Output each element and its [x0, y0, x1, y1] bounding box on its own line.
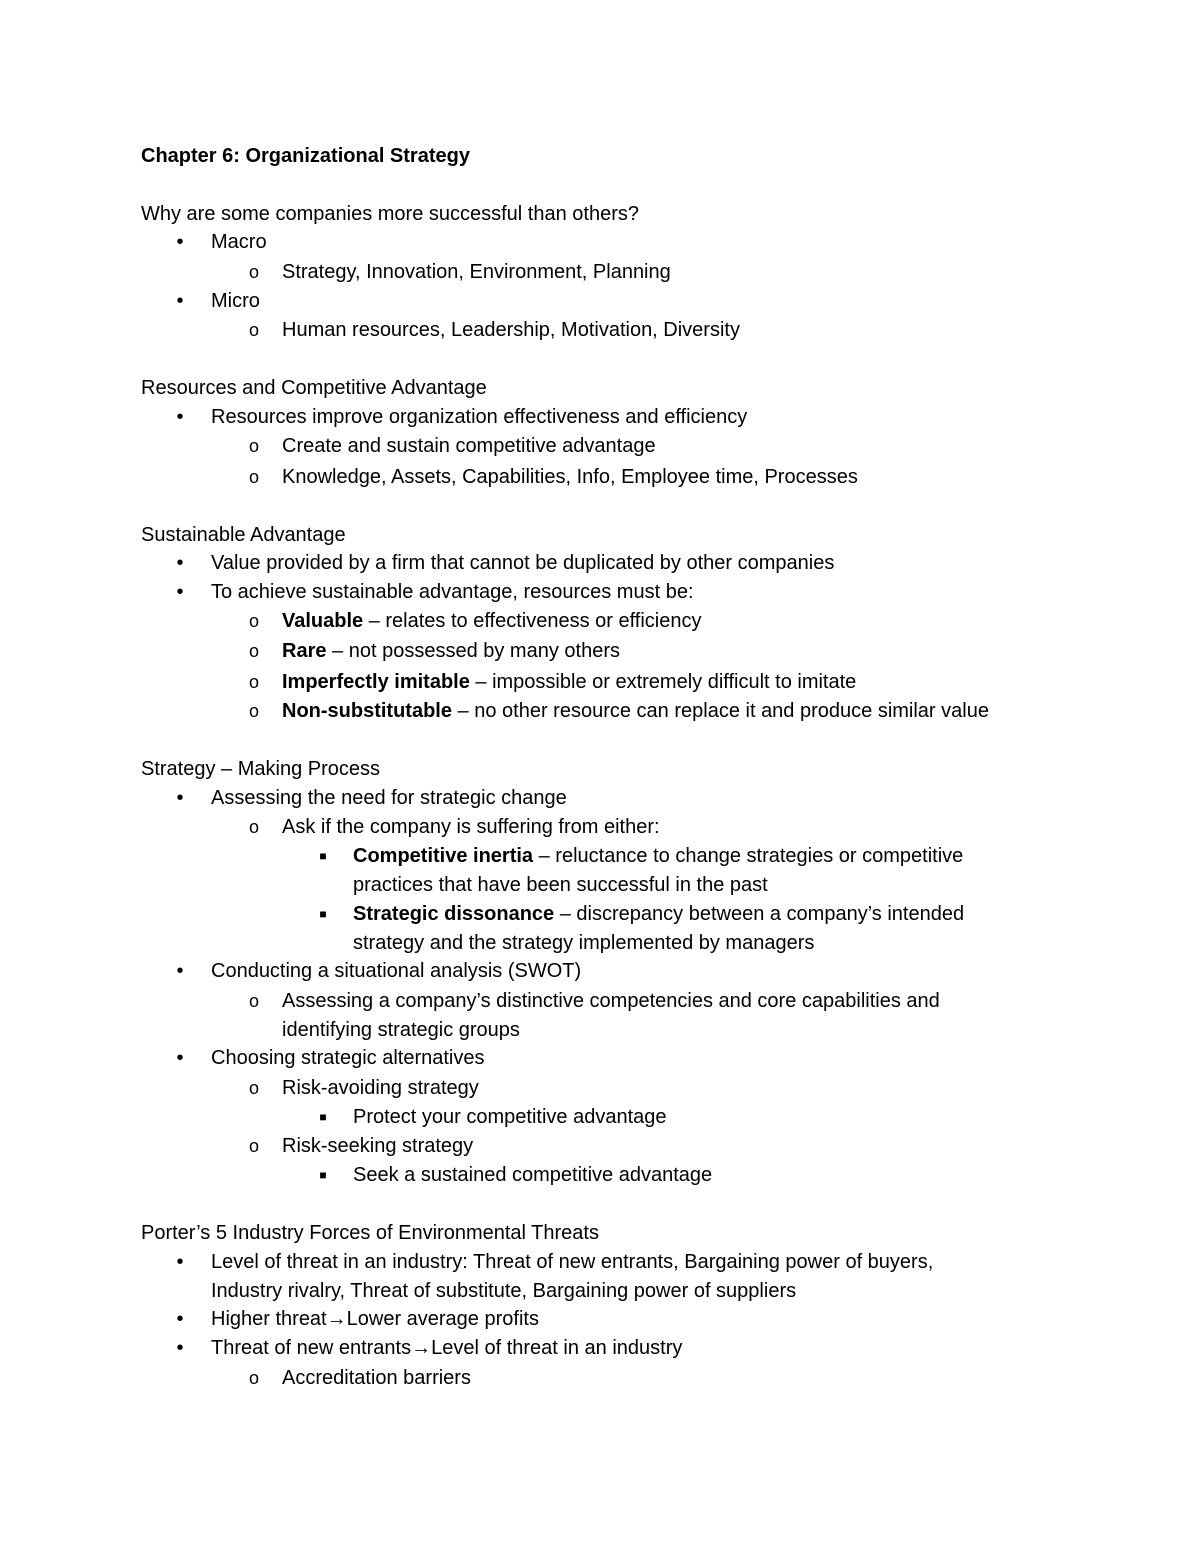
bullet-circle-icon: o: [248, 1078, 259, 1098]
definition: – relates to effectiveness or efficiency: [363, 610, 702, 632]
list-item: Strategy, Innovation, Environment, Planning: [282, 261, 671, 283]
section-heading: Strategy – Making Process: [141, 758, 380, 780]
bullet-circle-icon: o: [248, 436, 259, 456]
list-item: Micro: [211, 290, 260, 312]
list-item: Choosing strategic alternatives: [211, 1047, 485, 1069]
cause-text: Higher threat: [211, 1308, 327, 1330]
list-item: [211, 1305, 539, 1333]
bullet-dot-icon: •: [176, 1251, 184, 1273]
term: Competitive inertia: [353, 845, 534, 867]
list-item-continuation: identifying strategic groups: [282, 1019, 520, 1041]
list-item-continuation: practices that have been successful in the past: [353, 874, 768, 896]
bullet-dot-icon: •: [176, 1337, 184, 1359]
list-item: Knowledge, Assets, Capabilities, Info, Employee time, Processes: [282, 466, 858, 488]
bullet-dot-icon: •: [176, 552, 184, 574]
list-item: Accreditation barriers: [282, 1367, 471, 1389]
bullet-circle-icon: o: [248, 641, 259, 661]
list-item: Ask if the company is suffering from either:: [282, 816, 660, 838]
bullet-circle-icon: o: [248, 991, 259, 1011]
list-item: Conducting a situational analysis (SWOT): [211, 960, 582, 982]
list-item: Level of threat in an industry: Threat of new entrants, Bargaining power of buyers,: [211, 1251, 934, 1273]
term: Non-substitutable: [282, 700, 452, 722]
section-heading: Why are some companies more successful than others?: [141, 203, 639, 225]
effect-text: Lower average profits: [346, 1308, 539, 1330]
list-item: Seek a sustained competitive advantage: [353, 1164, 713, 1186]
list-item: Macro: [211, 231, 267, 253]
bullet-square-icon: ■: [319, 1110, 327, 1124]
term: Imperfectly imitable: [282, 671, 470, 693]
list-item: [353, 842, 963, 870]
bullet-circle-icon: o: [248, 320, 259, 340]
bullet-dot-icon: •: [176, 581, 184, 603]
bullet-dot-icon: •: [176, 290, 184, 312]
list-item: [282, 668, 856, 696]
list-item-continuation: strategy and the strategy implemented by managers: [353, 932, 815, 954]
list-item: Resources improve organization effectiveness and efficiency: [211, 406, 748, 428]
list-item: Value provided by a firm that cannot be duplicated by other companies: [211, 552, 835, 574]
list-item: [282, 697, 989, 725]
section-heading: Porter’s 5 Industry Forces of Environmental Threats: [141, 1222, 599, 1244]
list-item: [282, 637, 620, 665]
list-item: Protect your competitive advantage: [353, 1106, 667, 1128]
bullet-circle-icon: o: [248, 672, 259, 692]
document-title: Chapter 6: Organizational Strategy: [141, 145, 470, 167]
list-item: [353, 900, 964, 928]
bullet-circle-icon: o: [248, 467, 259, 487]
bullet-dot-icon: •: [176, 960, 184, 982]
bullet-circle-icon: o: [248, 1368, 259, 1388]
term: Strategic dissonance: [353, 903, 555, 925]
cause-text: Threat of new entrants: [211, 1337, 412, 1359]
list-item: Risk-seeking strategy: [282, 1135, 474, 1157]
term: Valuable: [282, 610, 364, 632]
effect-text: Level of threat in an industry: [431, 1337, 683, 1359]
bullet-square-icon: ■: [319, 1168, 327, 1182]
list-item: To achieve sustainable advantage, resources must be:: [211, 581, 694, 603]
bullet-circle-icon: o: [248, 1136, 259, 1156]
bullet-circle-icon: o: [248, 262, 259, 282]
bullet-square-icon: ■: [319, 849, 327, 863]
bullet-square-icon: ■: [319, 907, 327, 921]
list-item: Create and sustain competitive advantage: [282, 435, 656, 457]
list-item: Assessing the need for strategic change: [211, 787, 567, 809]
bullet-dot-icon: •: [176, 1047, 184, 1069]
bullet-circle-icon: o: [248, 611, 259, 631]
definition: – discrepancy between a company’s intended: [554, 903, 965, 925]
definition: – not possessed by many others: [326, 640, 620, 662]
definition: – no other resource can replace it and produce similar value: [452, 700, 989, 722]
term: Rare: [282, 640, 327, 662]
arrow-right-icon: →: [326, 1308, 347, 1330]
section-heading: Resources and Competitive Advantage: [141, 377, 487, 399]
section-heading: Sustainable Advantage: [141, 524, 346, 546]
bullet-circle-icon: o: [248, 817, 259, 837]
list-item: Risk-avoiding strategy: [282, 1077, 479, 1099]
bullet-circle-icon: o: [248, 701, 259, 721]
definition: – impossible or extremely difficult to imitate: [469, 671, 857, 693]
list-item: Human resources, Leadership, Motivation, Diversity: [282, 319, 740, 341]
bullet-dot-icon: •: [176, 231, 184, 253]
bullet-dot-icon: •: [176, 406, 184, 428]
list-item: [211, 1334, 682, 1362]
arrow-right-icon: →: [411, 1337, 432, 1359]
definition: – reluctance to change strategies or competitive: [533, 845, 964, 867]
list-item: Assessing a company’s distinctive competencies and core capabilities and: [282, 990, 940, 1012]
bullet-dot-icon: •: [176, 1308, 184, 1330]
list-item-continuation: Industry rivalry, Threat of substitute, Bargaining power of suppliers: [211, 1280, 797, 1302]
list-item: [282, 607, 702, 635]
bullet-dot-icon: •: [176, 787, 184, 809]
